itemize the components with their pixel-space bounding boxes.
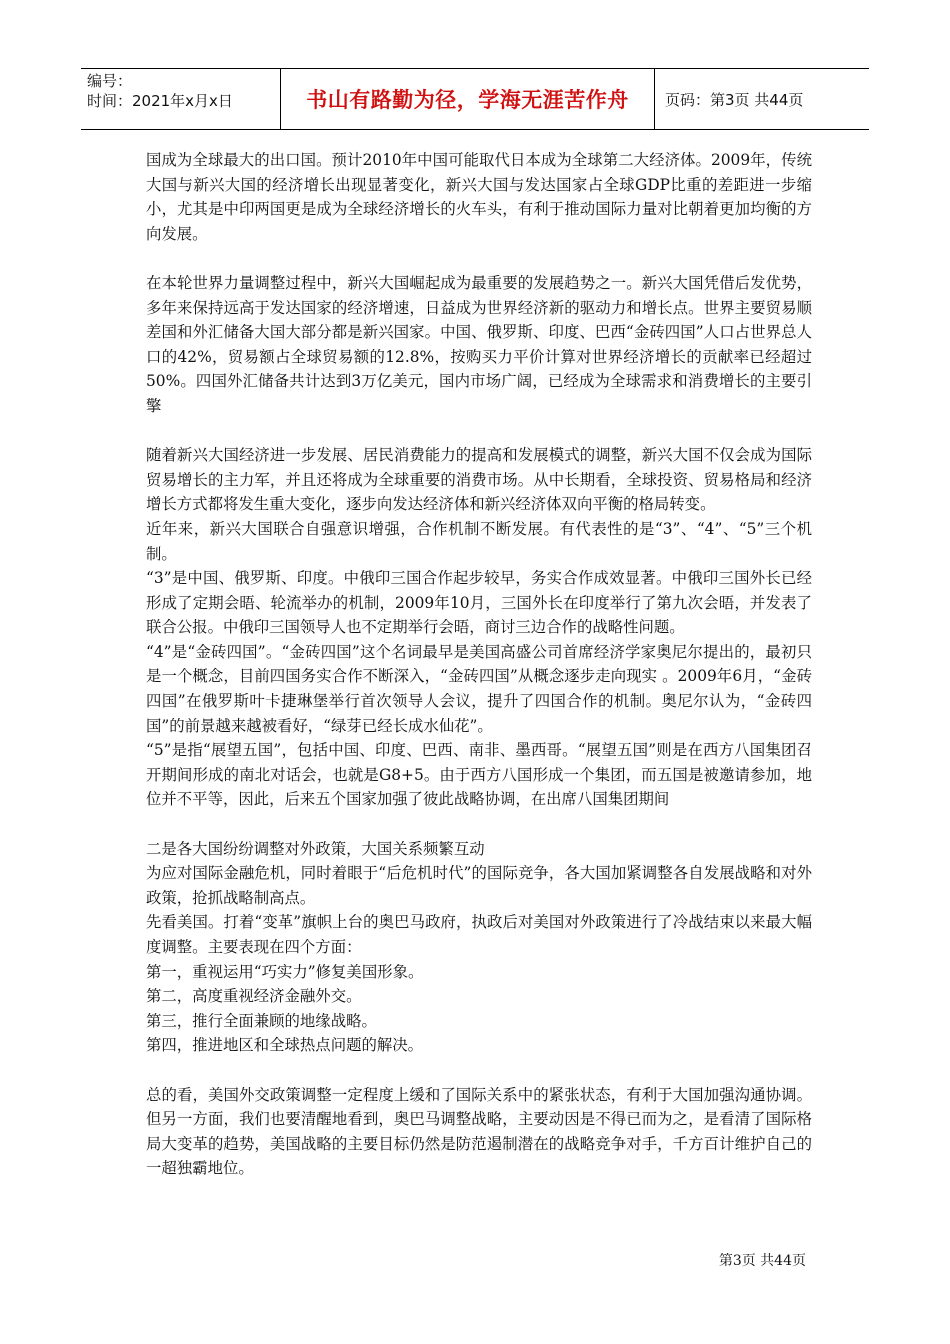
paragraph: 国成为全球最大的出口国。预计2010年中国可能取代日本成为全球第二大经济体。2009年，传统大国与新兴大国的经济增长出现显著变化，新兴大国与发达国家占全球GDP比重的差距进一步缩小，尤其是中印两国更是成为全球经济增长的火车头，有利于推动国际力量对比朝着更加均衡的方向发展。: [146, 151, 812, 243]
paragraph: 总的看，美国外交政策调整一定程度上缓和了国际关系中的紧张状态，有利于大国加强沟通协调。但另一方面，我们也要清醒地看到，奥巴马调整战略，主要动因是不得已而为之，是看清了国际格局大变革的趋势，美国战略的主要目标仍然是防范遏制潜在的战略竞争对手，千方百计维护自己的一超独霸地位。: [146, 1085, 812, 1178]
header-meta: [81, 69, 281, 129]
paragraph: 为应对国际金融危机，同时着眼于“后危机时代”的国际竞争，各大国加紧调整各自发展战略和对外政策，抢抓战略制高点。: [146, 864, 812, 907]
paragraph-spacer: [146, 812, 812, 837]
paragraph: 第二，高度重视经济金融外交。: [146, 987, 362, 1006]
paragraph-spacer: [146, 419, 812, 444]
header-motto: 书山有路勤为径，学海无涯苦作舟: [281, 69, 655, 129]
document-body: [146, 148, 812, 1181]
paragraph: 第一，重视运用“巧实力”修复美国形象。: [146, 962, 424, 981]
paragraph: “5”是指“展望五国”，包括中国、印度、巴西、南非、墨西哥。“展望五国”则是在西方八国集团召开期间形成的南北对话会，也就是G8+5。由于西方八国形成一个集团，而五国是被邀请参加，地位并不平等，因此，后来五个国家加强了彼此战略协调，在出席八国集团期间: [146, 741, 812, 809]
document-number-label: 编号：: [87, 72, 133, 90]
paragraph: 随着新兴大国经济进一步发展、居民消费能力的提高和发展模式的调整，新兴大国不仅会成为国际贸易增长的主力军，并且还将成为全球重要的消费市场。从中长期看，全球投资、贸易格局和经济增长方式都将发生重大变化，逐步向发达经济体和新兴经济体双向平衡的格局转变。: [146, 446, 812, 514]
page-header: [81, 68, 869, 130]
paragraph: 第四，推进地区和全球热点问题的解决。: [146, 1036, 424, 1055]
paragraph: 第三，推行全面兼顾的地缘战略。: [146, 1011, 377, 1030]
paragraph: “3”是中国、俄罗斯、印度。中俄印三国合作起步较早，务实合作成效显著。中俄印三国外长已经形成了定期会晤、轮流举办的机制，2009年10月，三国外长在印度举行了第九次会晤，并发表了联合公报。中俄印三国领导人也不定期举行会晤，商讨三边合作的战略性问题。: [146, 569, 812, 637]
document-time-label: 时间：2021年x月x日: [87, 92, 233, 110]
page-footer: 第3页 共44页: [718, 1253, 806, 1269]
paragraph-spacer: [146, 246, 812, 271]
paragraph: 二是各大国纷纷调整对外政策，大国关系频繁互动: [146, 839, 485, 858]
header-page-info: 页码：第3页 共44页: [665, 90, 804, 109]
paragraph: 在本轮世界力量调整过程中，新兴大国崛起成为最重要的发展趋势之一。新兴大国凭借后发优势，多年来保持远高于发达国家的经济增速，日益成为世界经济新的驱动力和增长点。世界主要贸易顺差国和外汇储备大国大部分都是新兴国家。中国、俄罗斯、印度、巴西“金砖四国”人口占世界总人口的42%，贸易额占全球贸易额的12.8%，按购买力平价计算对世界经济增长的贡献率已经超过50%。四国外汇储备共计达到3万亿美元，国内市场广阔，已经成为全球需求和消费增长的主要引擎: [146, 273, 812, 415]
paragraph: “4”是“金砖四国”。“金砖四国”这个名词最早是美国高盛公司首席经济学家奥尼尔提出的，最初只是一个概念，目前四国务实合作不断深入，“金砖四国”从概念逐步走向现实 。2009年6月，“金砖四国”在俄罗斯叶卡捷琳堡举行首次领导人会议，提升了四国合作的机制。奥尼尔认为，“金砖四国”的前景越来越被看好，“绿芽已经长成水仙花”。: [146, 642, 812, 735]
paragraph: 近年来，新兴大国联合自强意识增强，合作机制不断发展。有代表性的是“3”、“4”、“5”三个机制。: [146, 519, 812, 563]
paragraph-spacer: [146, 1058, 812, 1083]
paragraph: 先看美国。打着“变革”旗帜上台的奥巴马政府，执政后对美国对外政策进行了冷战结束以来最大幅度调整。主要表现在四个方面：: [146, 913, 812, 956]
